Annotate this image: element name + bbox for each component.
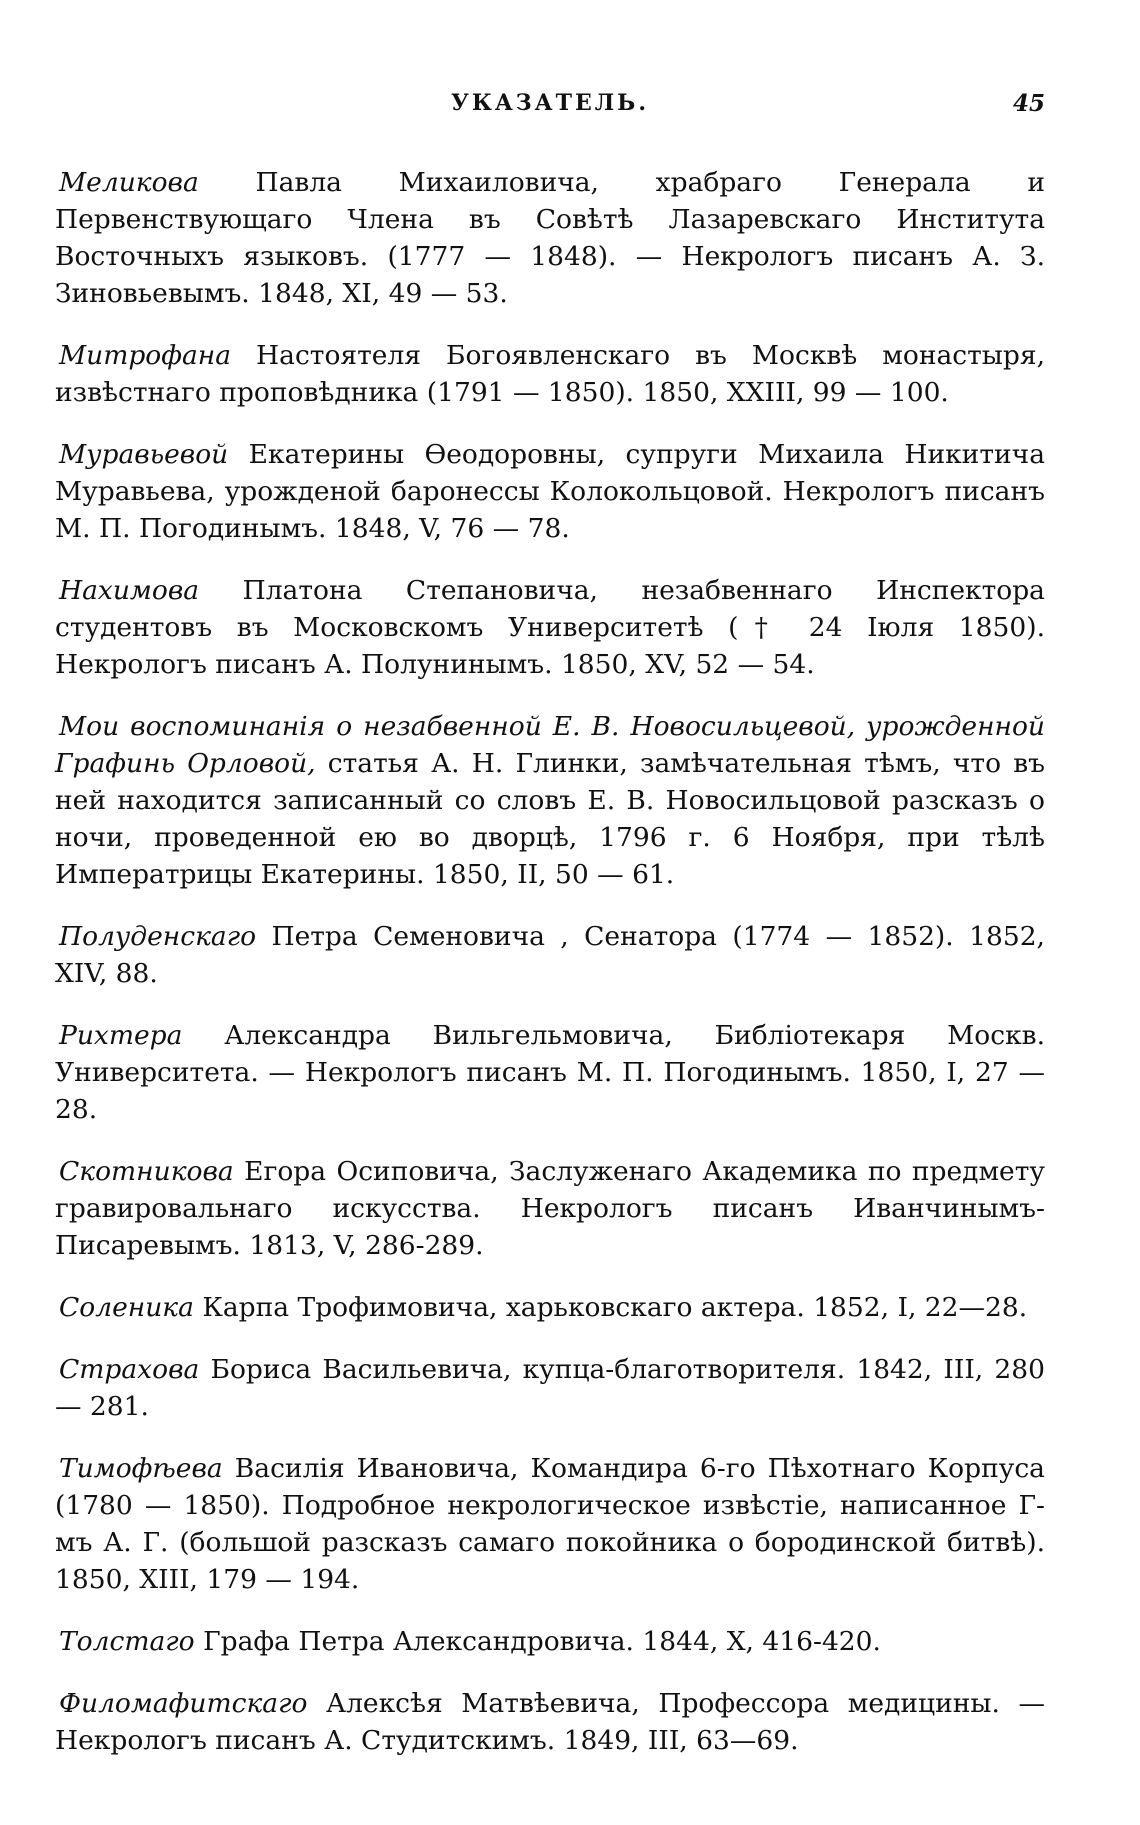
entry-text: Алексѣя Матвѣевича, Профессора медицины. — Некрологъ писанъ А. Студитскимъ. 1849, III, 63—69. xyxy=(55,1688,1045,1756)
entry-text: Графа Петра Александровича. 1844, X, 416-420. xyxy=(203,1626,881,1657)
entry-name: Нахимова xyxy=(59,575,200,606)
index-entry xyxy=(55,572,1045,683)
index-entry xyxy=(55,436,1045,547)
index-entry xyxy=(55,1351,1045,1425)
entry-text: Карпа Трофимовича, харьковскаго актера. 1852, I, 22—28. xyxy=(202,1292,1028,1323)
index-entries xyxy=(55,164,1045,1759)
entry-name: Меликова xyxy=(59,167,199,198)
index-entry xyxy=(55,1685,1045,1759)
entry-name: Толстаго xyxy=(59,1626,195,1657)
entry-text: Павла Михаиловича, храбраго Генерала и Первенствующаго Члена въ Совѣтѣ Лазаревскаго Института Восточныхъ языковъ. (1777 — 1848). — Некрологъ писанъ А. З. Зиновьевымъ. 1848, XI, 49 — 53. xyxy=(55,167,1045,309)
entry-text: статья А. Н. Глинки, замѣчательная тѣмъ, что въ ней находится записанный со словъ Е. В. Новосильцовой разсказъ о ночи, проведенной ею во дворцѣ, 1796 г. 6 Ноября, при тѣлѣ Императрицы Екатерины. 1850, II, 50 — 61. xyxy=(55,748,1045,890)
index-entry xyxy=(55,1623,1045,1660)
entry-name: Рихтера xyxy=(59,1020,183,1051)
entry-text: Александра Вильгельмовича, Библіотекаря Москв. Университета. — Некрологъ писанъ М. П. Погодинымъ. 1850, I, 27 — 28. xyxy=(55,1020,1045,1125)
running-title: УКАЗАТЕЛЬ. xyxy=(451,90,649,116)
entry-text: Бориса Васильевича, купца-благотворителя. 1842, III, 280 — 281. xyxy=(55,1354,1045,1422)
index-entry xyxy=(55,708,1045,893)
index-entry xyxy=(55,1450,1045,1598)
index-entry xyxy=(55,1017,1045,1128)
entry-name: Страхова xyxy=(59,1354,200,1385)
index-entry xyxy=(55,918,1045,992)
entry-text: Петра Семеновича , Сенатора (1774 — 1852). 1852, XIV, 88. xyxy=(55,921,1045,989)
index-entry xyxy=(55,1289,1045,1326)
page-header xyxy=(55,90,1045,134)
entry-name: Полуденскаго xyxy=(59,921,257,952)
entry-text: Платона Степановича, незабвеннаго Инспектора студентовъ въ Московскомъ Университетѣ († 24 Іюля 1850). Некрологъ писанъ А. Полунинымъ. 1850, XV, 52 — 54. xyxy=(55,575,1045,680)
entry-name: Филомафитскаго xyxy=(59,1688,308,1719)
entry-name: Скотникова xyxy=(59,1156,234,1187)
index-entry xyxy=(55,1153,1045,1264)
entry-name: Митрофана xyxy=(59,340,232,371)
entry-text: Екатерины Ѳеодоровны, супруги Михаила Никитича Муравьева, урожденой баронессы Колокольцовой. Некрологъ писанъ М. П. Погодинымъ. 1848, V, 76 — 78. xyxy=(55,439,1045,544)
index-entry xyxy=(55,337,1045,411)
entry-name: Тимофѣева xyxy=(59,1453,223,1484)
entry-name: Муравьевой xyxy=(59,439,229,470)
page-number: 45 xyxy=(1012,90,1045,117)
entry-text: Василія Ивановича, Командира 6-го Пѣхотнаго Корпуса (1780 — 1850). Подробное некрологическое извѣстіе, написанное Г-мъ А. Г. (большой разсказъ самаго покойника о бородинской битвѣ). 1850, XIII, 179 — 194. xyxy=(55,1453,1045,1595)
entry-name: Соленика xyxy=(59,1292,194,1323)
entry-text: Егора Осиповича, Заслуженаго Академика по предмету гравировальнаго искусства. Некрологъ писанъ Иванчинымъ-Писаревымъ. 1813, V, 286-289. xyxy=(55,1156,1045,1261)
entry-name: Мои воспоминанія о незабвенной Е. В. Новосильцевой, урожденной Графинь Орловой, xyxy=(55,711,1045,779)
index-entry xyxy=(55,164,1045,312)
entry-text: Настоятеля Богоявленскаго въ Москвѣ монастыря, извѣстнаго проповѣдника (1791 — 1850). 1850, XXIII, 99 — 100. xyxy=(55,340,1045,408)
